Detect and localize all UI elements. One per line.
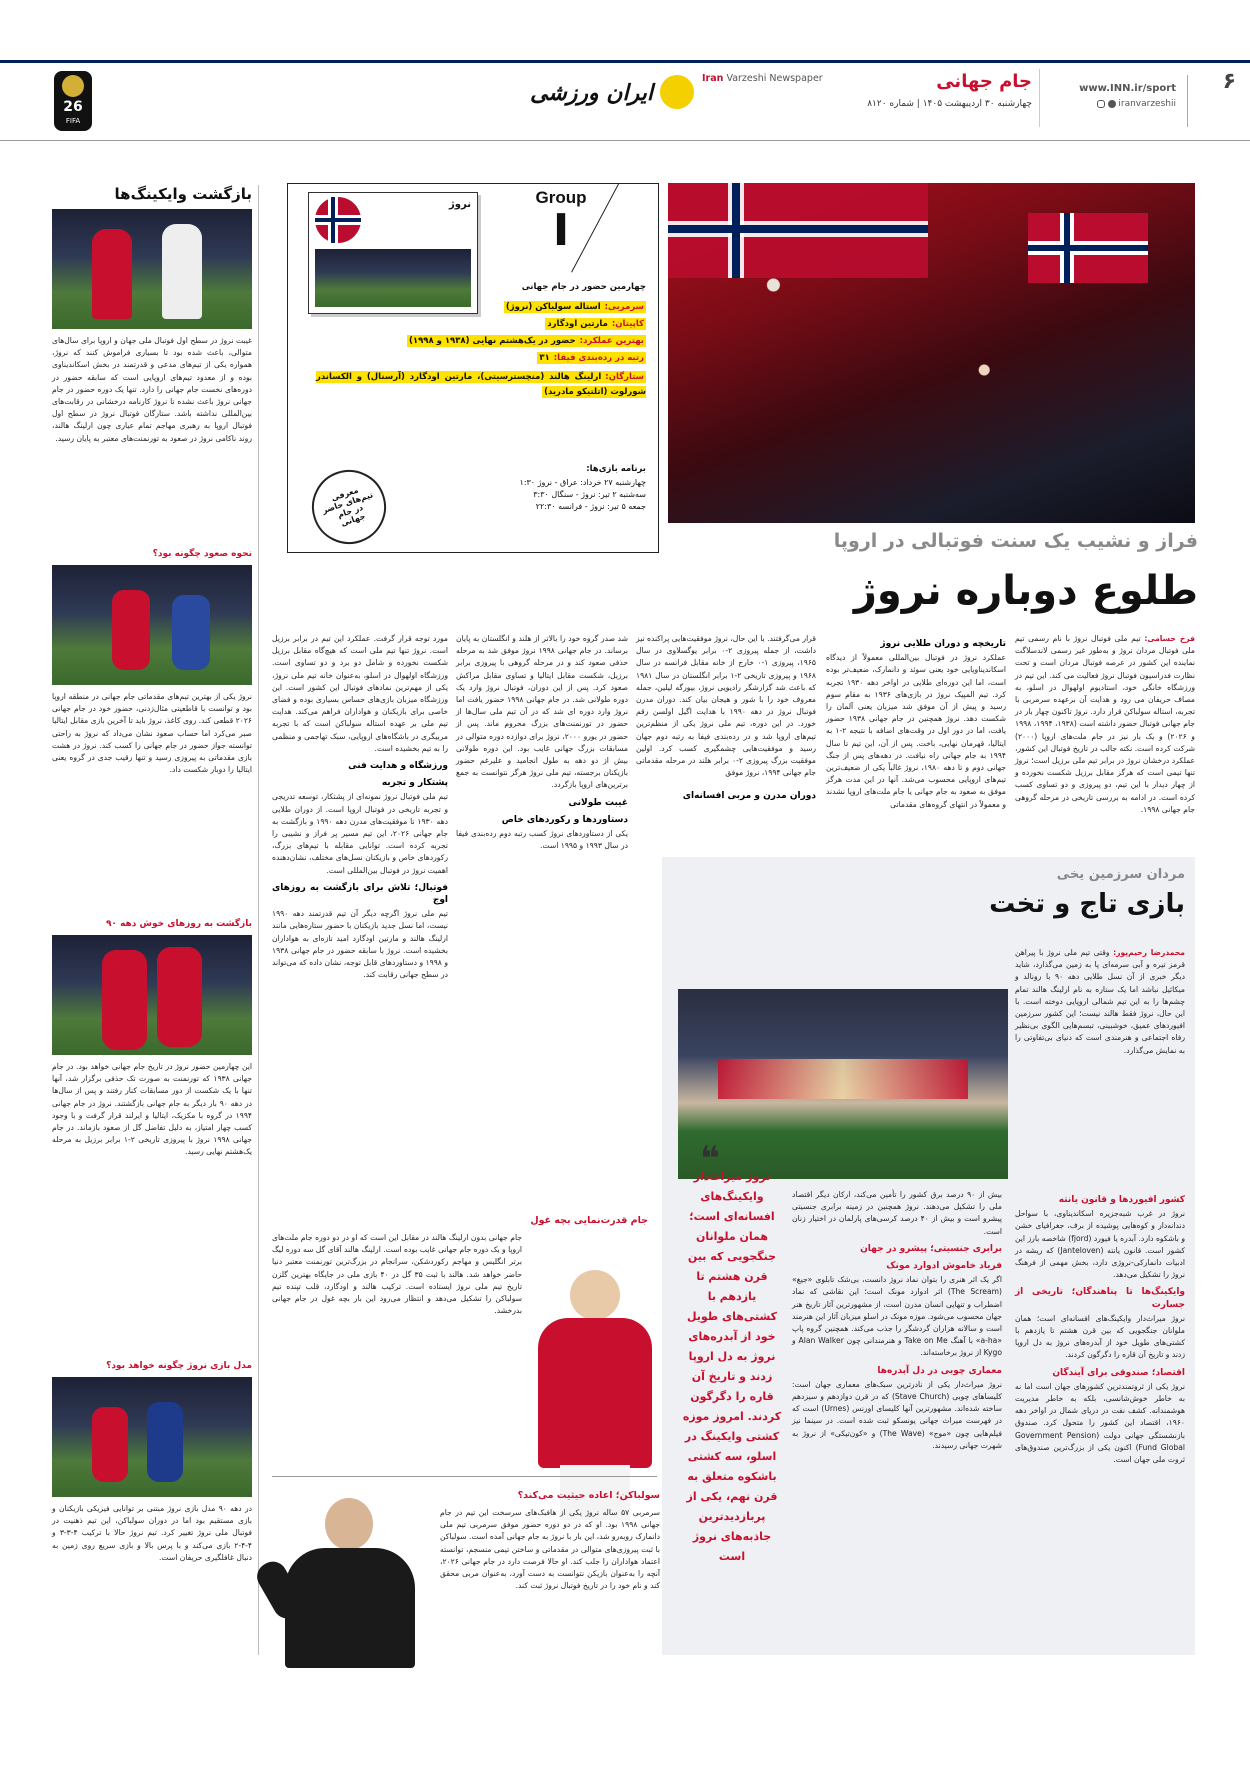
lead-headline: طلوع دوباره نروژ: [853, 568, 1198, 614]
social-handle[interactable]: iranvarzeshii: [1097, 99, 1176, 109]
schedule-item: سه‌شنبه ۲ تیر: نروژ - سنگال ۳:۳۰: [533, 490, 646, 499]
group-number: I: [552, 205, 570, 256]
info-row-coach: سرمربی:استاله سولباکن (نروژ): [505, 302, 644, 312]
action-photo: [52, 1377, 252, 1497]
schedule: برنامه بازی‌ها: چهارشنبه ۲۷ خرداد: عراق - نروژ ۱:۳۰ سه‌شنبه ۲ تیر: نروژ - سنگال ۳:۳۰ جمعه ۵ تیر: نروژ - فرانسه ۲۲:۳۰: [446, 464, 646, 513]
divider: [272, 1476, 657, 1477]
group-label: Group I: [496, 188, 626, 272]
sidebar-title: بازگشت وایکینگ‌ها: [114, 185, 252, 203]
schedule-item: چهارشنبه ۲۷ خرداد: عراق - نروژ ۱:۳۰: [519, 478, 646, 487]
lead-col4: شد صدر گروه خود را بالاتر از هلند و انگلستان به پایان برساند. در جام جهانی ۱۹۹۸ نروژ موفق شد به مرحله حذفی صعود کند و در مرحله گروهی با پیروزی برابر برزیل، شکست مقابل ایتالیا و تساوی مقابل مراکش صعود کرد. پس از این دوران، فوتبال نروژ وارد یک دوره طولانی شد. در جام جهانی ۱۹۹۸ حضور یافت اما نروژ وارد دوره ای شد که در آن تیم ملی سال‌ها از حضور در تورنمنت‌های بزرگ محروم ماند. پس از حضور در یورو ۲۰۰۰، نروژ برای دوازده دوره متوالی در مسابقات بزرگ جهانی غایب بود. این دوره طولانی بیش از دو دهه به طول انجامید و علیرغم حضور بازیکنان برجسته، تیم ملی نروژ هرگز نتوانست به جمع برترین‌های اروپا بازگردد. غیبت طولانی دستاوردها و رکوردهای خاص یکی از دستاوردهای نروژ کسب رتبه دوم رده‌بندی فیفا در سال ۱۹۹۳ و ۱۹۹۵ است.: [456, 634, 629, 851]
paper-name: Iran Varzeshi Newspaper: [702, 73, 823, 84]
logo-sun: [660, 75, 694, 109]
feature-col-mid: بیش از ۹۰ درصد برق کشور را تأمین می‌کند، ارکان دیگر اقتصاد ملی را تشکیل می‌دهند. نروژ همچنین در زمینه برابری جنسیتی پیشرو است و بیش از ۴۰ درصد کرسی‌های پارلمان در اختیار زنان است. برابری جنسیتی؛ پیشرو در جهان فریاد خاموش ادوارد مونک اگر یک اثر هنری را بتوان نماد نروژ دانست، بی‌شک تابلوی «جیغ» (The Scream) اثر ادوارد مونک است؛ این نقاشی که نماد اضطراب و تنهایی انسان مدرن است، از مشهورترین آثار تاریخ هنر جهان محسوب می‌شود. موزه مونک در اسلو میزبان آثار این هنرمند است و سالانه هزاران گردشگر را جذب می‌کند. همچنین گروه پاپ «a-ha» با آهنگ Take on Me و هنرمندانی چون Alan Walker و Kygo از نروژ برخاسته‌اند. معماری چوبی در دل آبدره‌ها نروژ میراث‌دار یکی از نادرترین سبک‌های معماری جهان است: کلیساهای چوبی (Stave Church) که در قرن دوازدهم و سیزدهم ساخته شده‌اند. مشهورترین آنها کلیسای اورنس (Urnes) است که در فهرست میراث جهانی یونسکو ثبت شده است. در سینما نیز فیلم‌هایی چون «موج» (The Wave) و «کون‌تیکی» از نروژ به شهرت جهانی رسیدند.: [792, 1190, 1003, 1450]
page-number: ۶: [1222, 69, 1236, 94]
haaland-photo: [530, 1270, 660, 1520]
section-title: جام جهانی: [936, 71, 1032, 92]
instagram-icon: [1097, 100, 1105, 108]
appearance-line: چهارمین حضور در جام جهانی: [521, 282, 646, 292]
info-row-rank: رتبه در رده‌بندی فیفا:۳۱: [539, 353, 644, 363]
fifa-trophy-logo: 26 FIFA: [54, 71, 92, 131]
quote-icon: ❝: [700, 1139, 720, 1179]
info-row-stars: ستارگان:ارلینگ هالند (منچسترسیتی)، مارتین اودگارد (آرسنال) و الکساندر شورلوت (اتلتیکو مادرید): [316, 372, 646, 397]
telegram-icon: [1108, 100, 1116, 108]
norway-flag-icon: [315, 197, 361, 243]
issue-line: چهارشنبه ۳۰ اردیبهشت ۱۴۰۵ | شماره ۸۱۲۰: [867, 99, 1032, 109]
haaland-title: جام قدرت‌نمایی بچه غول: [530, 1215, 648, 1226]
lead-kicker: فراز و نشیب یک سنت فوتبالی در اروپا: [833, 530, 1198, 552]
solbakken-photo: [265, 1490, 435, 1665]
feature-col-right: کشور افیوردها و قانون یانته نروژ در غرب شبه‌جزیره اسکاندیناوی، با سواحل دندانه‌دار و کوه‌هایی پوشیده از برف، جغرافیای خشن و باشکوه دارد. آبدره یا فیورد (fjord) شاخصه بارز این کشور است. قانون یانته (Janteloven) که ریشه در ادبیات دانمارکی-نروژی دارد، بخش مهمی از فرهنگ نروژ را تشکیل می‌دهد. وایکینگ‌ها تا پناهندگان؛ تاریخی از جسارت نروژ میراث‌دار وایکینگ‌های افسانه‌ای است؛ همان ملوانان جنگجویی که بین قرن هشتم تا یازدهم با کشتی‌های طویل خود از آبدره‌های نروژ به دل اروپا زدند و تاریخ آن قاره را دگرگون کردند. اقتصاد؛ صندوقی برای آیندگان نروژ یکی از ثروتمندترین کشورهای جهان است اما نه به خاطر خوش‌شانسی، بلکه به خاطر مدیریت هوشمندانه. کشف نفت در دریای شمال در اواخر دهه ۱۹۶۰، اقتصاد این کشور را متحول کرد. صندوق بازنشستگی جهانی دولت (Government Pension Fund Global) اکنون یکی از بزرگ‌ترین صندوق‌های ثروت ملی جهان است.: [1015, 1195, 1186, 1465]
info-row-best: بهترین عملکرد:حضور در یک‌هشتم نهایی (۱۹۳۸ و ۱۹۹۸): [408, 336, 644, 346]
paper-logo[interactable]: ایران ورزشی: [530, 81, 653, 106]
lead-col5: مورد توجه قرار گرفت. عملکرد این تیم در برابر برزیل است. نروژ تنها تیم ملی است که هیچ‌گاه مقابل برزیل شکست نخورده و شامل دو برد و دو تساوی است. ورزشگاه اولهوال در اسلو، به‌عنوان خانه تیم ملی نروژ، یکی از مهم‌ترین نمادهای فوتبال این کشور است. این ورزشگاه میزبان بازی‌های حساس بسیاری بوده و فضای خاصی برای بازیکنان و هواداران فراهم می‌کند. هدایت تیم ملی بر عهده استاله سولباکن است که با تجربه مربیگری در باشگاه‌های اروپایی، سبک تهاجمی و منظمی را به تیم بخشیده است. ورزشگاه و هدایت فنی پشتکار و تجربه تیم ملی فوتبال نروژ نمونه‌ای از پشتکار، توسعه تدریجی و تجربه تاریخی در فوتبال اروپا است. از دوران طلایی دهه ۱۹۳۰ تا موفقیت‌های مدرن دهه ۱۹۹۰ و بازگشت به جام جهانی ۲۰۲۶، این تیم مسیر پر فراز و نشیبی را تجربه کرده است. توانایی مقابله با تیم‌های بزرگ، رکوردهای خاص و بازیکنان نسل‌های مختلف، نشان‌دهنده اهمیت نروژ در فوتبال بین‌المللی است. فوتبال؛ تلاش برای بازگشت به روزهای اوج تیم ملی نروژ اگرچه دیگر آن تیم قدرتمند دهه ۱۹۹۰ نیست، اما نسل جدید بازیکنان با حضور ستاره‌هایی مانند ارلینگ هالند و مارتین اودگارد امید تازه‌ای به هواداران بخشیده است. نروژ با سابقه حضور در جام جهانی ۱۹۳۸ و ۱۹۹۸ و دستاوردهای قابل توجه، نشان داده که می‌تواند در سطح جهانی رقابت کند.: [272, 634, 448, 980]
info-rows: [316, 302, 646, 400]
sidebar-p1: غیبت نروژ در سطح اول فوتبال ملی جهان و اروپا برای سال‌های متوالی، باعث شده بود تا بسیاری فراموش کنند که نروژ، همواره یکی از تیم‌های مدعی و قدرتمند در بخش اسکاندیناوی بوده و از معدود تیم‌های اروپایی است که سابقه حضور در دوره‌های نخست جام جهانی را دارد. تنها یک دوره حضور در جام جهانی نروژ باعث نشده تا نروژ کارنامه درخشانی در رقابت‌های بین‌المللی نداشته باشد. ستارگان فوتبال نروژ در سطح اول فوتبال اروپا به رهبری مهاجم تمام عیاری چون ارلینگ هالند، روند ناکامی نروژ در صعود به تورنمنت‌های معتبر به پایان رسید.: [52, 336, 252, 443]
celebration-photo: [52, 935, 252, 1055]
sidebar-h2: نحوه صعود چگونه بود؟: [152, 549, 252, 559]
divider: [1187, 75, 1188, 127]
sidebar-p3: این چهارمین حضور نروژ در تاریخ جام جهانی خواهد بود. در جام جهانی ۱۹۳۸ که تورنمنت به صورت تک حذفی برگزار شد، آنها تنها با یک شکست از دور مسابقات کنار رفتند و پس از سال‌ها در دهه ۹۰ بار دیگر به جام جهانی بازگشتند. نروژ در جام جهانی ۱۹۹۴ در گروه با مکزیک، ایتالیا و ایرلند قرار گرفت و با وجود کسب چهار امتیاز، به دلیل تفاضل گل از صعود بازماند. در جام جهانی ۱۹۹۸ نروژ با پیروزی تاریخی ۲-۱ برابر برزیل به مرحله یک‌هشتم نهایی رسید.: [52, 1062, 252, 1157]
team-photo: [315, 249, 471, 307]
haaland-text: جام جهانی بدون ارلینگ هالند در مقابل این است که او در دو دوره جام ملت‌های اروپا و یک دوره جام جهانی غایب بوده است. ارلینگ هالند آقای گل سه دوره لیگ برتر انگلیس و مهاجم رکوردشکن، سرانجام در بزرگ‌ترین تورنمنت معتبر دنیا حاضر خواهد شد. هالند با ثبت ۳۵ گل در ۴۰ بازی ملی در جایگاه بهترین گلزن تاریخ تیم ملی نروژ ایستاده است. ترکیب هالند و اودگارد، قلب تپنده تیم سولباکن را تشکیل می‌دهد و انتظار می‌رود این بار بچه غول در جام جهانی بدرخشد.: [272, 1233, 522, 1316]
group-info-box: [287, 183, 659, 553]
players-photo: [52, 209, 252, 329]
site-url[interactable]: www.INN.ir/sport: [1079, 83, 1176, 94]
solbakken-text: سرمربی ۵۷ ساله نروژ یکی از هافبک‌های سرسخت این تیم در جام جهانی ۱۹۹۸ بود. او که در دو دوره حضور موفق سرمربی تیم ملی دانمارک روبه‌رو شد، این بار با نروژ به جام جهانی آمده است. سولباکن با ثبت پیروزی‌های متوالی در مقدماتی و ساختن تیمی منسجم، توانسته اعتماد هواداران را جلب کند. او حالا فرصت دارد در جام جهانی ۲۰۲۶، آنچه را به‌عنوان بازیکن نتوانست به دست آورد، به‌عنوان مربی محقق کند و نام خود را در تاریخ فوتبال نروژ ثبت کند.: [440, 1508, 661, 1591]
fans-photo: [668, 183, 1195, 523]
sidebar: [52, 185, 252, 1655]
page-header: [0, 63, 1250, 141]
match-photo: [52, 565, 252, 685]
lead-col3: قرار می‌گرفتند. با این حال، نروژ موفقیت‌هایی پراکنده نیز داشت، از جمله پیروزی ۲-۰ برابر یوگسلاوی در سال ۱۹۶۵، پیروزی ۱-۰ خارج از خانه مقابل فرانسه در سال ۱۹۶۸ و پیروزی تاریخی ۲-۱ برابر انگلستان در سال ۱۹۸۱ که باعث شد گزارشگر رادیویی نروژ، بیورگه لیلین، جمله معروف خود را با شور و هیجان بیان کند. دوران مدرن فوتبال نروژ در دهه ۱۹۹۰ با هدایت اگیل اولسن رقم خورد. در این دوره، تیم ملی نروژ یکی از منظم‌ترین تیم‌های اروپا شد و در رده‌بندی فیفا به رتبه دوم جهان رسید و موفقیت‌هایی چشمگیری کسب کرد. اولین موفقیت بزرگ پیروزی ۲-۰ برابر هلند در مرحله مقدماتی جام جهانی ۱۹۹۴، نروژ موفق: [636, 634, 817, 778]
feature-headline: بازی تاج و تخت: [989, 889, 1185, 919]
sidebar-h3: بازگشت به روزهای خوش دهه ۹۰: [105, 919, 252, 929]
divider: [1039, 69, 1040, 127]
sidebar-h4: مدل بازی نروژ چگونه خواهد بود؟: [106, 1361, 252, 1371]
team-name: نروژ: [449, 199, 471, 210]
pullquote: نروژ میراث‌دار وایکینگ‌های افسانه‌ای است؛ همان ملوانان جنگجویی که بین قرن هشتم تا یازدهم با کشتی‌های طویل خود از آبدره‌های نروژ به دل اروپا زدند و تاریخ آن قاره را دگرگون کردند. امروز موزه کشتی وایکینگ در اسلو، سه کشتی باشکوه متعلق به قرن نهم، یکی از پربازدیدترین جاذبه‌های نروژ است: [682, 1170, 782, 1563]
series-stamp: معرفی تیم‌های حاضر در جام جهانی: [302, 460, 395, 553]
info-row-captain: کاپیتان:مارتین اودگارد: [547, 319, 644, 329]
column-divider: [258, 185, 259, 1655]
lead-col2: تاریخچه و دوران طلایی نروژ عملکرد نروژ در فوتبال بین‌المللی معمولاً از دیدگاه اسکاندیناویایی خود یعنی سوئد و دانمارک، ضعیف‌تر بوده است، اما این دوره‌ای طلایی در اواخر دهه ۱۹۳۰ تجربه کرد. تیم المپیک نروژ در بازی‌های ۱۹۳۶ به مقام سوم رسید و پیش از آن موفق شد میزبان یعنی آلمان را شکست دهد. نروژ همچنین در جام جهانی ۱۹۳۸ حضور یافت، اما در دور اول در وقت‌های اضافه با نتیجه ۲-۱ به ایتالیا، قهرمان نهایی، باخت. پس از آن، این تیم تا سال ۱۹۹۴ به جام جهانی راه نیافت. در دهه‌های پس از جنگ جهانی دوم و تا دهه ۱۹۸۰، نروژ غالباً یکی از ضعیف‌ترین تیم‌های اروپایی محسوب می‌شد. آنها در این مدت هرگز موفق به صعود به جام جهانی یا جام ملت‌های اروپا نشدند و معمولاً در انتهای گروه‌های مقدماتی: [826, 639, 1007, 809]
norway-card: [308, 192, 478, 314]
stadium-photo: [678, 989, 1008, 1179]
lead-col1: فرخ حسامی: تیم ملی فوتبال نروژ با نام رسمی تیم ملی فوتبال مردان نروژ و به‌طور غیر رسمی لاندسلاگت نماینده این کشور در عرصه فوتبال مردان است و تحت نظارت فدراسیون فوتبال نروژ فعالیت می کند. این تیم در ورزشگاه خانگی خود، استادیوم اولهوال در اسلو، به مصاف حریفان می رود و هدایت آن برعهده سرمربی با تجربه، استاله سولباکن قرار دارد. نروژ تاکنون چهار بار در جام جهانی فوتبال حضور داشته است (۱۹۳۸، ۱۹۹۴، ۱۹۹۸ و ۲۰۲۶) و یک بار نیز در جام ملت‌های اروپا (۲۰۰۰) شرکت کرده است. نکته جالب در تاریخ فوتبال این کشور، عملکرد درخشان نروژ در برابر تیم ملی برزیل است؛ نروژ تنها تیمی است که هرگز مقابل برزیل شکست نخورده و از چهار دیدار با این تیم، دو پیروزی و دو تساوی کسب کرده است. در ادامه به بررسی تاریخی در مرحله گروهی جام جهانی ۱۹۹۸.: [1015, 634, 1195, 814]
feature-kicker: مردان سرزمین یخی: [1056, 867, 1185, 882]
lead-col3-head: دوران مدرن و مربی افسانه‌ای: [682, 791, 816, 801]
schedule-item: جمعه ۵ تیر: نروژ - فرانسه ۲۲:۳۰: [535, 502, 646, 511]
sidebar-p2: نروژ یکی از بهترین تیم‌های مقدماتی جام جهانی در منطقه اروپا بود و توانست با قاطعیتی مثال‌زدنی، حضور خود در جام جهانی ۲۰۲۶ قطعی کند. روی کاغذ، نروژ باید تا آخرین بازی مقابل ایتالیا صبر می‌کرد اما حساب صعود نشان می‌داد که نروژ به راحتی توانسته جواز حضور در جام جهانی را کسب کند. نروژ در هشت بازی مقدماتی به پیروزی رسید و تنها رقیب جدی در گروه یعنی ایتالیا را دوبار شکست داد.: [51, 692, 252, 775]
solbakken-title: سولباکن؛ اعاده حیثیت می‌کند؟: [517, 1490, 660, 1501]
feature-p1: محمدرضا رحیم‌پور: وقتی تیم ملی نروژ با پیراهن قرمز تیره و آبی سرمه‌ای پا به زمین می‌گذارد، شاید دیگر خبری از آن نسل طلایی دهه ۹۰ با رونالد و میکائیل نباشد اما یک ستاره به نام ارلینگ هالند تمام چشم‌ها را به این تیم شمالی اروپایی دوخته است. با این حال، نروژ فقط هالند نیست؛ این کشور سرزمین افیوردهای عمیق، خوشبینی، تبسم‌هایی الگوی بی‌نظیر رفاه اجتماعی و هنرمندی است که دنیای بی‌تفاوتی را به نمایش می‌گذارد.: [1015, 948, 1185, 1055]
sidebar-p4: در دهه ۹۰ مدل بازی نروژ مبتنی بر توانایی فیزیکی بازیکنان و بازی مستقیم بود اما در دوران سولباکن، این تیم ذهنیت در فوتبال ملی نروژ تغییر کرد. تیم نروژ حالا با ترکیب ۴-۳-۳ و ۴-۴-۲ بازی می‌کند و با پرس بالا و بازی سریع روی زمین به دنبال غافلگیری حریفان است.: [52, 1504, 252, 1562]
feature-box: [662, 857, 1195, 1655]
